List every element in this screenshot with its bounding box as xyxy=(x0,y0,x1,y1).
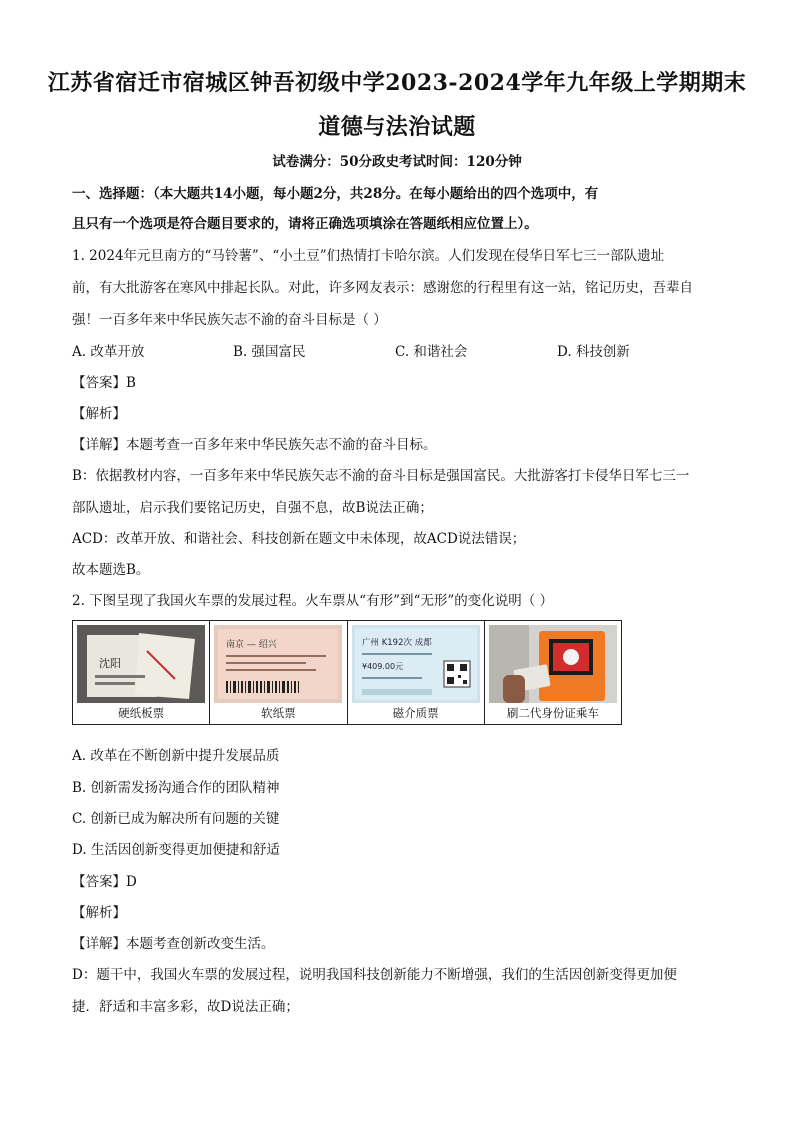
magnetic-ticket-image xyxy=(352,625,480,703)
section-heading-line-2: 且只有一个选项是符合题目要求的，请将正确选项填涂在答题纸相应位置上）。 xyxy=(72,216,538,232)
q1-conclusion: 故本题选B。 xyxy=(72,562,150,578)
q2-explanation-line-2: 捷．舒适和丰富多彩，故D说法正确； xyxy=(72,999,299,1015)
q2-analysis-label: 【解析】 xyxy=(72,905,126,921)
q1-analysis-label: 【解析】 xyxy=(72,406,126,422)
q1-stem-line-1: 1. 2024年元旦南方的“马铃薯”、“小土豆”们热情打卡哈尔滨。人们发现在侵华日军七三一部队遗址 xyxy=(72,248,665,264)
q1-explanation-line-1: B：依据教材内容，一百多年来中华民族矢志不渝的奋斗目标是强国富民。大批游客打卡侵华日军七三一 xyxy=(72,468,690,484)
q2-option-a: A. 改革在不断创新中提升发展品质 xyxy=(72,748,280,764)
document-title-line-2: 道德与法治试题 xyxy=(318,114,476,140)
caption-soft-ticket: 软纸票 xyxy=(261,706,296,720)
figure-cell-id-card xyxy=(485,621,621,724)
exam-info: 试卷满分：50分政史考试时间：120分钟 xyxy=(272,154,522,170)
q2-detail: 【详解】本题考查创新改变生活。 xyxy=(72,936,275,952)
id-card-gate-image xyxy=(489,625,617,703)
q1-detail: 【详解】本题考查一百多年来中华民族矢志不渝的奋斗目标。 xyxy=(72,437,437,453)
q1-option-c: C. 和谐社会 xyxy=(395,344,468,360)
ticket1-station-text: 沈阳 xyxy=(99,657,122,670)
q1-answer: 【答案】B xyxy=(72,375,136,391)
section-heading-line-1: 一、选择题：（本大题共14小题，每小题2分，共28分。在每小题给出的四个选项中，有 xyxy=(72,186,599,202)
ticket2-route-text: 南京 — 绍兴 xyxy=(226,640,278,650)
figure-cell-magnetic-ticket xyxy=(348,621,485,724)
caption-id-card: 刷二代身份证乘车 xyxy=(506,706,599,720)
figure-cell-soft-ticket xyxy=(210,621,347,724)
q1-explanation-line-3: ACD：改革开放、和谐社会、科技创新在题文中未体现，故ACD说法错误； xyxy=(72,531,526,547)
soft-ticket-image xyxy=(214,625,342,703)
q1-option-a: A. 改革开放 xyxy=(72,344,145,360)
train-ticket-figure xyxy=(72,620,622,725)
ticket3-price-text: ¥409.00元 xyxy=(361,662,403,671)
document-title-line-1: 江苏省宿迁市宿城区钟吾初级中学2023-2024学年九年级上学期期末 xyxy=(47,70,747,96)
q2-stem: 2. 下图呈现了我国火车票的发展过程。火车票从“有形”到“无形”的变化说明（ ） xyxy=(72,593,554,609)
q1-stem-line-2: 前，有大批游客在寒风中排起长队。对此，许多网友表示：感谢您的行程里有这一站，铭记历史，吾辈自 xyxy=(72,280,693,296)
caption-hard-ticket: 硬纸板票 xyxy=(118,706,165,720)
q2-explanation-line-1: D：题干中，我国火车票的发展过程，说明我国科技创新能力不断增强，我们的生活因创新变得更加便 xyxy=(72,967,677,983)
ticket3-route-text: 广州 K192次 成都 xyxy=(361,638,432,648)
figure-cell-hard-ticket xyxy=(73,621,210,724)
q2-option-d: D. 生活因创新变得更加便捷和舒适 xyxy=(72,842,280,858)
q1-option-d: D. 科技创新 xyxy=(557,344,630,360)
q2-option-b: B. 创新需发扬沟通合作的团队精神 xyxy=(72,780,280,796)
q2-answer: 【答案】D xyxy=(72,874,137,890)
caption-magnetic-ticket: 磁介质票 xyxy=(392,706,439,720)
q1-option-b: B. 强国富民 xyxy=(233,344,306,360)
q1-stem-line-3: 强！一百多年来中华民族矢志不渝的奋斗目标是（ ） xyxy=(72,312,387,328)
q1-explanation-line-2: 部队遗址，启示我们要铭记历史，自强不息，故B说法正确； xyxy=(72,500,433,516)
hard-ticket-image xyxy=(77,625,205,703)
q2-option-c: C. 创新已成为解决所有问题的关键 xyxy=(72,811,280,827)
